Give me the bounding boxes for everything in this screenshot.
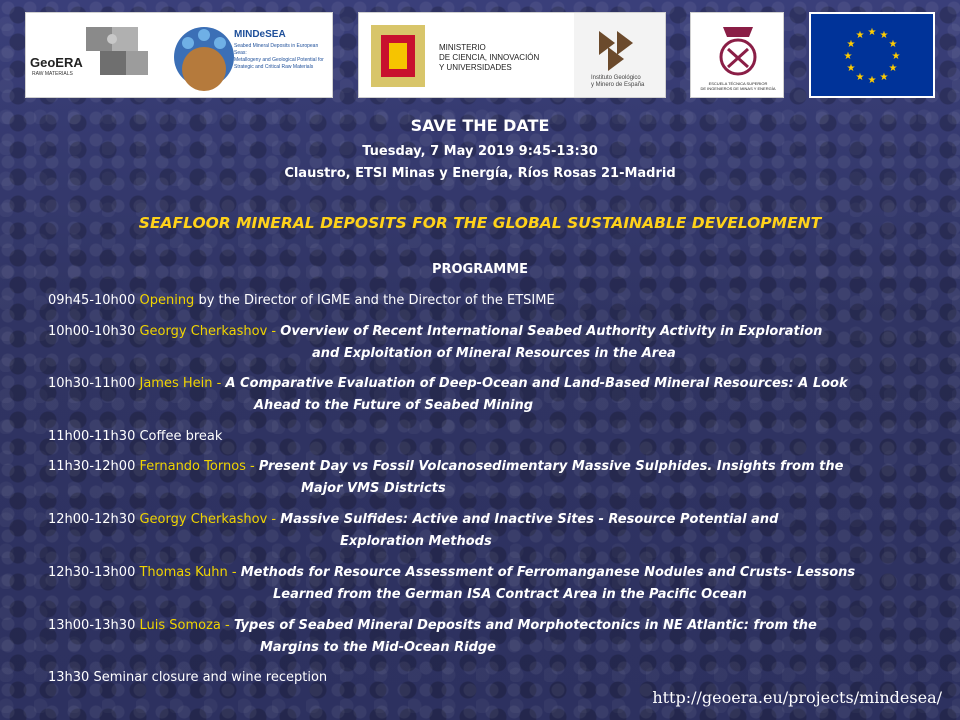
row-speaker: Luis Somoza — [139, 618, 221, 633]
row-speaker: James Hein — [139, 376, 213, 391]
row-talk-title: Overview of Recent International Seabed Authority Activity in Exploration — [280, 324, 823, 339]
svg-text:★: ★ — [879, 30, 889, 41]
eu-stars-icon — [811, 14, 933, 96]
row-separator: - — [267, 324, 281, 339]
etsi-minas-logo — [690, 12, 784, 98]
row-talk-title-cont: Major VMS Districts — [301, 481, 446, 496]
svg-text:★: ★ — [843, 51, 853, 62]
row-time: 13h30 — [48, 670, 94, 685]
row-talk-title-cont: Margins to the Mid-Ocean Ridge — [260, 640, 496, 655]
ministerio-line: Y UNIVERSIDADES — [439, 63, 512, 72]
etsi-label — [693, 81, 783, 91]
row-talk-title: A Comparative Evaluation of Deep-Ocean and Land-Based Mineral Resources: A Look — [225, 376, 848, 391]
event-date: Tuesday, 7 May 2019 9:45-13:30 — [362, 144, 598, 159]
programme-row — [48, 615, 914, 659]
row-time: 09h45-10h00 — [48, 293, 140, 308]
row-talk-title: Types of Seabed Mineral Deposits and Morphotectonics in NE Atlantic: from the — [233, 618, 817, 633]
svg-text:★: ★ — [867, 27, 877, 38]
igme-label — [591, 75, 644, 89]
svg-text:★: ★ — [846, 39, 856, 50]
row-speaker: Opening — [139, 293, 195, 308]
row-separator: - — [212, 376, 226, 391]
ministerio-line: MINISTERIO — [439, 43, 486, 52]
project-url-link[interactable]: http://geoera.eu/projects/mindesea/ — [652, 688, 942, 707]
row-text: by the Director of IGME and the Director of the ETSIME — [194, 293, 555, 308]
ministerio-label — [439, 43, 539, 73]
row-time: 11h00-11h30 — [48, 429, 140, 444]
ministerio-line: DE CIENCIA, INNOVACIÓN — [439, 53, 540, 62]
igme-line: Instituto Geológico — [591, 75, 641, 81]
programme-row — [48, 290, 914, 312]
eu-flag-logo — [809, 12, 935, 98]
programme-row — [48, 456, 914, 500]
svg-text:★: ★ — [867, 75, 877, 86]
mindesea-desc-line: Strategic and Critical Raw Materials — [234, 64, 314, 70]
row-text: Coffee break — [139, 429, 223, 444]
row-speaker: Thomas Kuhn — [139, 565, 228, 580]
row-speaker: Georgy Cherkashov — [139, 512, 268, 527]
svg-text:★: ★ — [891, 51, 901, 62]
row-talk-title-cont: Exploration Methods — [340, 534, 492, 549]
row-time: 10h30-11h00 — [48, 376, 140, 391]
row-separator: - — [267, 512, 281, 527]
mindesea-label: MINDeSEA — [234, 29, 286, 40]
row-separator: - — [220, 618, 234, 633]
svg-text:★: ★ — [846, 63, 856, 74]
programme-row — [48, 509, 914, 553]
mindesea-description — [234, 43, 332, 71]
svg-text:★: ★ — [879, 72, 889, 83]
row-separator: - — [227, 565, 241, 580]
row-time: 10h00-10h30 — [48, 324, 140, 339]
programme-row — [48, 373, 914, 417]
mindesea-desc-line: Seabed Mineral Deposits in European Seas: — [234, 43, 319, 56]
programme-row — [48, 667, 914, 689]
programme-row — [48, 426, 914, 448]
etsi-line: ESCUELA TÉCNICA SUPERIOR — [708, 81, 768, 86]
mindesea-desc-line: Metallogeny and Geological Potential for — [234, 57, 324, 63]
row-talk-title: Massive Sulfides: Active and Inactive Sites - Resource Potential and — [280, 512, 779, 527]
igme-line: y Minero de España — [591, 82, 645, 88]
programme-heading: PROGRAMME — [431, 262, 529, 277]
save-the-date-heading: SAVE THE DATE — [410, 116, 550, 135]
svg-text:★: ★ — [855, 72, 865, 83]
svg-text:★: ★ — [855, 30, 865, 41]
row-speaker: Georgy Cherkashov — [139, 324, 268, 339]
row-time: 11h30-12h00 — [48, 459, 140, 474]
row-talk-title-cont: Learned from the German ISA Contract Area in the Pacific Ocean — [273, 587, 747, 602]
programme-row — [48, 562, 914, 606]
geoera-label: GeoERA — [30, 55, 83, 70]
ministerio-igme-logo — [358, 12, 666, 98]
etsi-line: DE INGENIEROS DE MINAS Y ENERGÍA — [700, 86, 776, 91]
geoera-sub-label: RAW MATERIALS — [32, 71, 73, 77]
row-speaker: Fernando Tornos — [139, 459, 246, 474]
row-time: 12h30-13h00 — [48, 565, 140, 580]
row-talk-title-cont: Ahead to the Future of Seabed Mining — [254, 398, 534, 413]
row-talk-title-cont: and Exploitation of Mineral Resources in the Area — [312, 346, 676, 361]
event-title: SEAFLOOR MINERAL DEPOSITS FOR THE GLOBAL SUSTAINABLE DEVELOPMENT — [138, 214, 822, 232]
row-talk-title: Present Day vs Fossil Volcanosedimentary Massive Sulphides. Insights from the — [258, 459, 844, 474]
geoera-mindesea-logo — [25, 12, 333, 98]
svg-text:★: ★ — [888, 39, 898, 50]
programme-row — [48, 321, 914, 365]
row-separator: - — [245, 459, 259, 474]
row-talk-title: Methods for Resource Assessment of Ferromanganese Nodules and Crusts- Lessons — [240, 565, 856, 580]
row-time: 13h00-13h30 — [48, 618, 140, 633]
row-time: 12h00-12h30 — [48, 512, 140, 527]
event-venue: Claustro, ETSI Minas y Energía, Ríos Rosas 21-Madrid — [284, 166, 676, 181]
svg-text:★: ★ — [888, 63, 898, 74]
row-text: Seminar closure and wine reception — [93, 670, 328, 685]
